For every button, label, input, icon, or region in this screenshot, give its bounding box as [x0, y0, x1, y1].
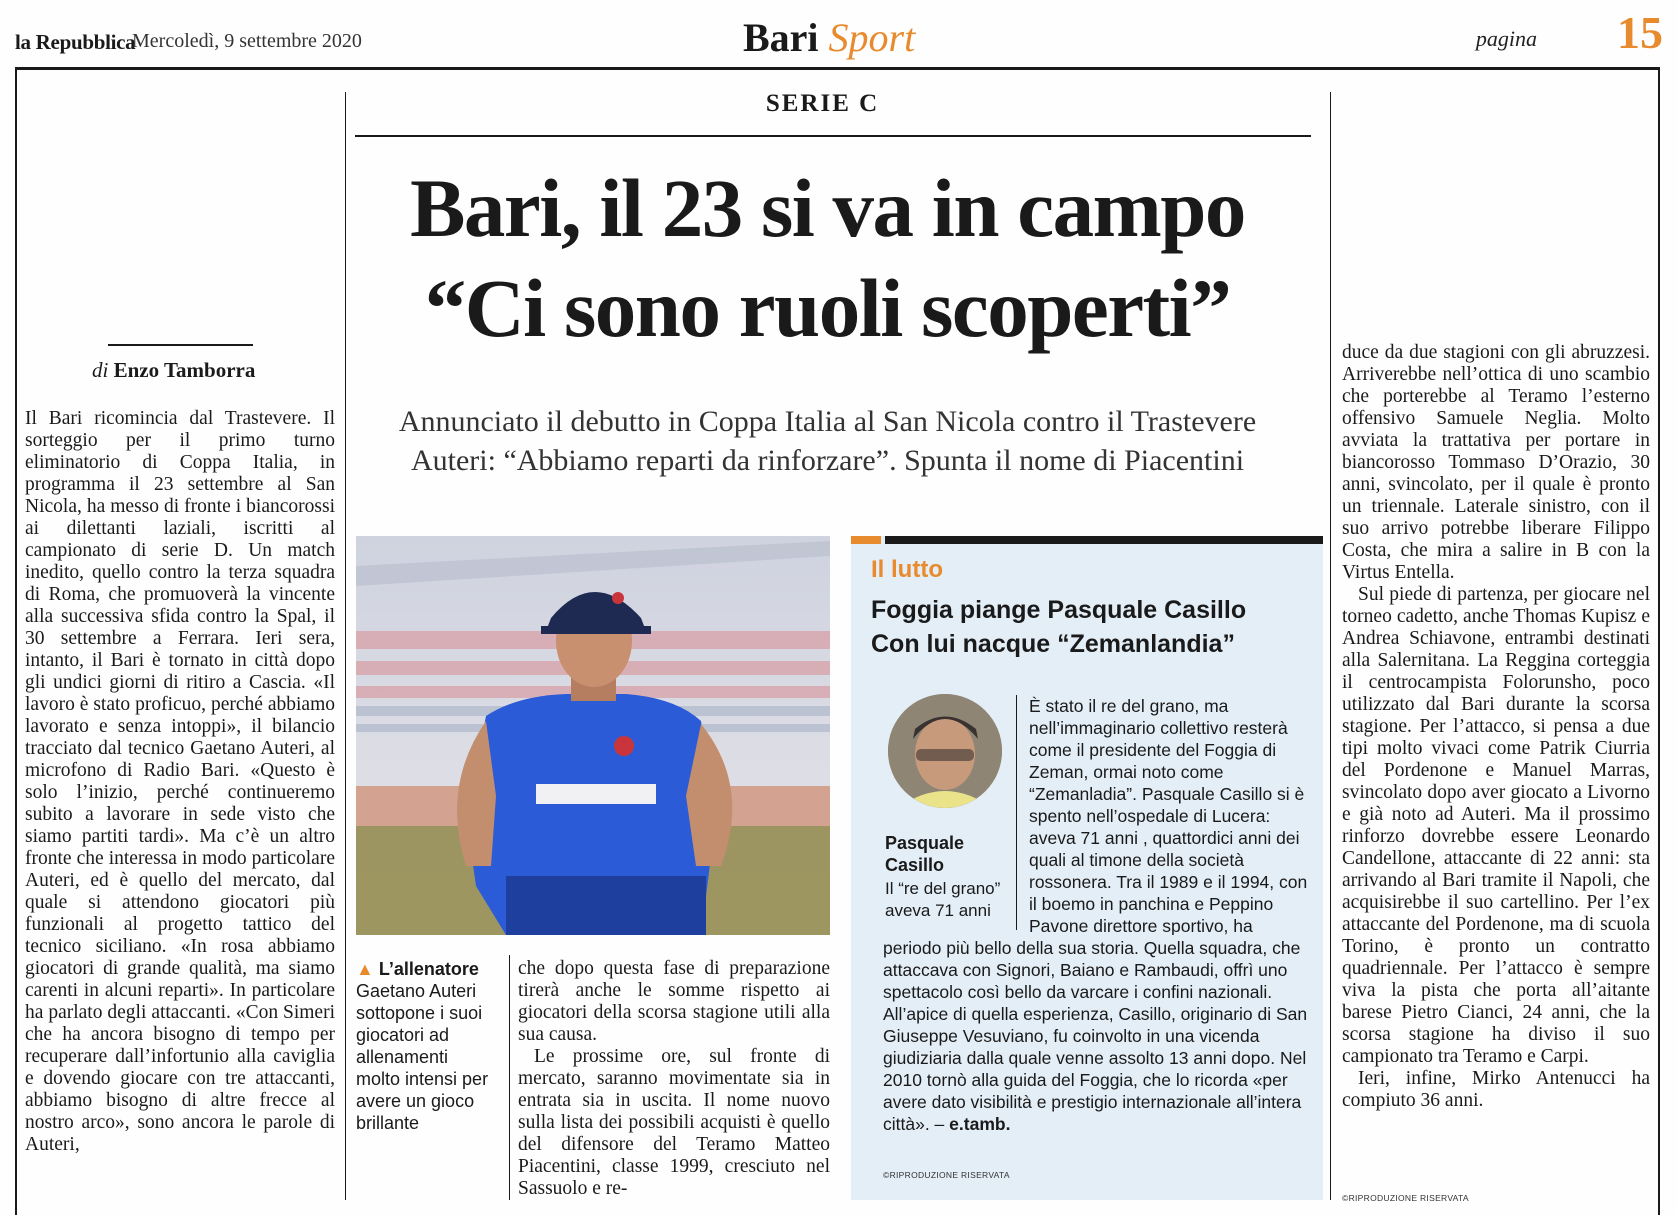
column-3-paragraph-2: Sul piede di partenza, per giocare nel torneo cadetto, anche Thomas Kupisz e Andrea Schiavone, entrambi destinati alla Salernitana. La Reggina corteggia il centrocampista Folorunsho, poco utilizzato dal Bari durante la scorsa stagione. Per l’attacco, si pensa a due tipi molto vivaci come Patrik Ciurria del Pordenone e Manuel Marras, svincolato dopo aver giocato a Livorno e già noto ad Auteri. Ma il prossimo rinforzo dovrebbe essere Leonardo Candellone, attaccante di 22 anni: sta arrivando al Bari tramite il Napoli, che acquisirebbe il suo cartellino. Per l’ex attaccante del Pordenone, ma di scuola Torino, è pronto un contratto quadriennale. Per l’attacco è sempre viva la pista che porta all’aitante barese Pietro Cianci, 24 anni, che la scorsa stagione ha diviso il suo campionato tra Teramo e Carpi. — [1342, 584, 1650, 1067]
column-2-paragraph-1: che dopo questa fase di preparazione tirerà anche le somme rispetto ai giocatori della scorsa stagione utili alla sua causa. — [518, 958, 830, 1045]
subhead-line-1: Annunciato il debutto in Coppa Italia al San Nicola contro il Trastevere — [398, 405, 1257, 438]
column-2-paragraph-2: Le prossime ore, sul fronte di mercato, saranno movimentate sia in entrata sia in uscita. Il nome nuovo sulla lista dei possibili acquisti è quello del difensore del Teramo Matteo Piacentini, classe 1999, cresciuto nel Sassuolo e re- — [518, 1046, 830, 1199]
person-photo-icon — [356, 536, 830, 935]
issue-date: Mercoledì, 9 settembre 2020 — [132, 30, 362, 52]
box-signature: e.tamb. — [949, 1114, 1011, 1134]
box-text-top: È stato il re del grano, ma nell’immaginario collettivo resterà come il presidente del Foggia di Zeman, ormai noto come “Zemanladia”. Pasquale Casillo si è spento nell’ospedale di Lucera: aveva 71 anni , quattordici anni dei quali al timone della società rossonera. Tra il 1989 e il 1994, con il boemo in panchina e Peppino Pavone direttore sportivo, ha — [1029, 696, 1308, 935]
page-number: 15 — [1617, 7, 1663, 58]
portrait-caption: Il “re del grano” aveva 71 anni — [885, 879, 1001, 920]
column-rule-right — [1330, 92, 1331, 1200]
byline-prefix: di — [92, 358, 109, 382]
section-main: Bari — [743, 15, 819, 60]
portrait-photo-icon — [888, 694, 1002, 808]
byline-rule — [108, 344, 253, 346]
caption-text: Gaetano Auteri sottopone i suoi giocatori ad allenamenti molto intensi per avere un gioco brillante — [356, 981, 489, 1133]
article-copyright: ©RIPRODUZIONE RISERVATA — [1342, 1193, 1469, 1203]
photo-caption — [356, 958, 496, 1134]
box-text-body: periodo più bello della sua storia. Quella squadra, che attaccava con Signori, Baiano e Rambaudi, offrì uno spettacolo così bello da varcare i confini nazionali. All’apice di quella esperienza, Casillo, originario di San Giuseppe Vesuviano, fu coinvolto in una vicenda giudiziaria dalla quale venne assolto 13 anni dopo. Nel 2010 tornò alla guida del Foggia, che lo ricorda «per avere dato visibilità e prestigio internazionale all’intera città». – — [883, 938, 1308, 1134]
article-headline — [340, 158, 1315, 358]
section-title — [743, 14, 915, 61]
byline-name: Enzo Tamborra — [113, 358, 256, 382]
section-sub: Sport — [828, 15, 916, 60]
box-title-line-1: Foggia piange Pasquale Casillo — [871, 596, 1247, 624]
box-accent-bar — [851, 536, 881, 544]
frame-left-rule — [15, 67, 17, 1215]
article-column-3 — [1342, 342, 1650, 1172]
triangle-icon: ▲ — [356, 959, 374, 979]
column-3-paragraph-3: Ieri, infine, Mirko Antenucci ha compiuto 36 anni. — [1342, 1068, 1650, 1111]
box-top-bar — [885, 536, 1323, 544]
box-title — [871, 593, 1311, 661]
newspaper-brand: la Repubblica — [15, 30, 136, 54]
headline-line-2: “Ci sono ruoli scoperti” — [424, 262, 1231, 354]
subhead-line-2: Auteri: “Abbiamo reparti da rinforzare”. Spunta il nome di Piacentini — [410, 444, 1245, 477]
portrait-rule — [1016, 695, 1017, 930]
kicker-rule — [355, 135, 1311, 137]
page-label: pagina — [1475, 26, 1537, 51]
article-column-1 — [25, 408, 335, 1198]
casillo-portrait — [888, 694, 1002, 808]
column-1-paragraph: Il Bari ricomincia dal Trastevere. Il sorteggio per il primo turno eliminatorio di Coppa Italia, in programma il 23 settembre al San Nicola, ha messo di fronte i biancorossi ai dilettanti laziali, iscritti al campionato di serie D. Un match inedito, quello contro la terza squadra di Roma, che promuoverà la vincente alla successiva sfida contro la Spal, il 30 settembre a Ferrara. Ieri sera, intanto, il Bari è tornato in città dopo gli undici giorni di ritiro a Cascia. «Il lavoro è stato proficuo, perché abbiamo lavorato e senza intoppi», il bilancio tracciato dal tecnico Gaetano Auteri, al microfono di Radio Bari. «Questo è solo l’inizio, perché continueremo subito a lavorare in sede visto che siamo partiti tardi». Ma c’è un altro fronte che interessa in modo particolare Auteri, ed è quello del mercato, dal quale si attendono giocatori più funzionali al progetto tattico del tecnico siciliano. «In rosa abbiamo giocatori di grande qualità, ma siamo carenti in alcuni reparti». In particolare ha parlato degli attaccanti. «Con Simeri che ha ancora bisogno di tempo per recuperare dall’infortunio alla caviglia e dovendo giocare con tre attaccanti, abbiamo bisogno di altre frecce al nostro arco», sono ancora le parole di Auteri, — [25, 408, 335, 1155]
byline — [92, 358, 255, 383]
caption-title-row — [356, 958, 496, 980]
box-title-line-2: Con lui nacque “Zemanlandia” — [871, 630, 1235, 658]
frame-right-rule — [1658, 67, 1660, 1215]
box-text-bottom — [883, 937, 1311, 1135]
frame-top-rule — [15, 67, 1660, 70]
coach-photo — [356, 536, 830, 935]
article-subhead — [340, 402, 1315, 480]
portrait-name: Pasquale Casillo — [885, 833, 965, 875]
box-label: Il lutto — [871, 556, 943, 583]
box-copyright: ©RIPRODUZIONE RISERVATA — [883, 1170, 1010, 1180]
article-column-2 — [518, 958, 830, 1200]
caption-rule — [509, 955, 510, 1200]
caption-title: L’allenatore — [378, 959, 479, 979]
headline-line-1: Bari, il 23 si va in campo — [410, 162, 1245, 254]
column-3-paragraph-1: duce da due stagioni con gli abruzzesi. Arriverebbe nell’ottica di uno scambio che porterebbe al Teramo l’esterno offensivo Samuele Neglia. Molto avviata la trattativa per portare in biancorosso Tommaso D’Orazio, 30 anni, svincolato, per il quale è pronto un triennale. Laterale sinistro, con il suo arrivo potrebbe liberare Filippo Costa, che mira a salire in B con la Virtus Entella. — [1342, 342, 1650, 583]
article-kicker: SERIE C — [765, 90, 880, 117]
